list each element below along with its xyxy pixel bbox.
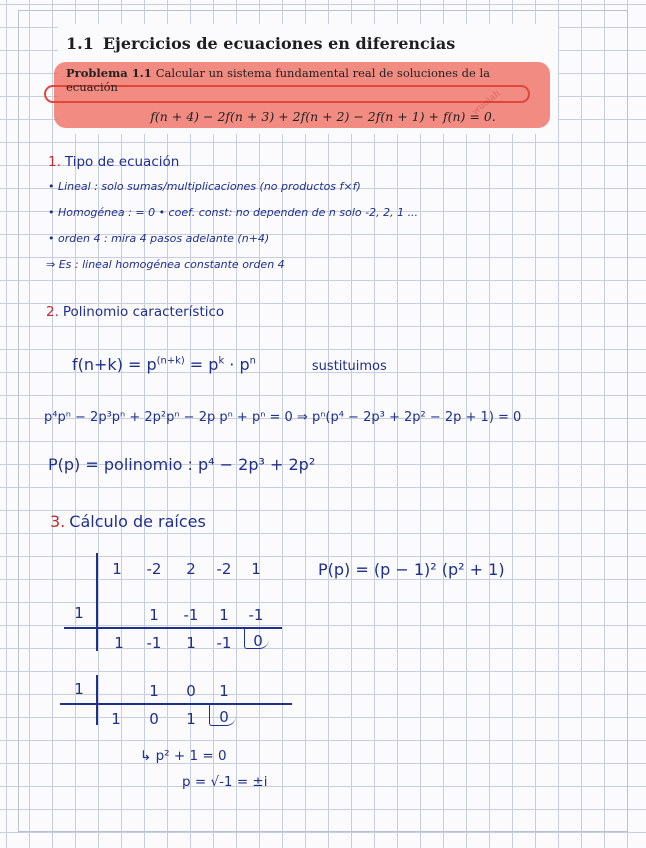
step1-product-3: 1 — [219, 606, 229, 624]
coef-1: 1 — [112, 560, 122, 578]
ruffini-vline-1 — [96, 553, 98, 651]
section-title — [66, 34, 455, 53]
expansion-line: p⁴pⁿ − 2p³pⁿ + 2p²pⁿ − 2p pⁿ + pⁿ = 0 ⇒ pⁿ(p⁴ − 2p³ + 2p² − 2p + 1) = 0 — [44, 410, 522, 425]
substitution-word: sustituimos — [311, 359, 387, 374]
section-title-text: Ejercicios de ecuaciones en diferencias — [102, 34, 456, 53]
ruffini-vline-2 — [96, 675, 98, 725]
tipo-line-orden: • orden 4 : mira 4 pasos adelante (n+4) — [48, 232, 270, 245]
step1-root: 1 — [74, 604, 84, 622]
step2-root: 1 — [74, 680, 84, 698]
step2-product-1: 1 — [149, 682, 159, 700]
section-number: 1.1 — [66, 34, 94, 53]
step2-result-1: 1 — [111, 710, 121, 728]
heading-tipo-text: Tipo de ecuación — [64, 154, 180, 170]
coef-3: 2 — [186, 560, 196, 578]
tipo-line-lineal: • Lineal : solo sumas/multiplicaciones (no productos f×f) — [48, 180, 361, 193]
step1-product-4: -1 — [248, 606, 264, 624]
substitution-line — [72, 355, 387, 374]
ruffini-hline-2 — [60, 703, 292, 705]
heading-tipo-number: 1. — [48, 154, 61, 170]
coef-5: 1 — [251, 560, 261, 578]
coef-4: -2 — [216, 560, 232, 578]
step2-product-2: 0 — [186, 682, 196, 700]
step2-remainder: 0 — [219, 708, 229, 726]
step1-remainder-mark — [244, 627, 269, 649]
heading-tipo — [48, 154, 179, 170]
watermark: wuolah — [470, 88, 503, 118]
step1-product-1: 1 — [149, 606, 159, 624]
step1-result-1: 1 — [114, 634, 124, 652]
problem-text: Calcular un sistema fundamental real de soluciones de la ecuación — [66, 66, 491, 94]
step1-product-2: -1 — [183, 606, 199, 624]
problem-label: Problema 1.1 — [66, 66, 152, 80]
heading-raices-text: Cálculo de raíces — [69, 512, 206, 531]
step1-result-3: 1 — [186, 634, 196, 652]
heading-raices-number: 3. — [50, 512, 66, 531]
substitution-exp1: (n+k) — [156, 355, 185, 367]
quadratic-equation: ↳ p² + 1 = 0 — [140, 748, 227, 764]
factored-polynomial: P(p) = (p − 1)² (p² + 1) — [318, 560, 505, 579]
heading-polinomio — [46, 304, 224, 320]
polinomio-result: P(p) = polinomio : p⁴ − 2p³ + 2p² — [48, 455, 316, 474]
difference-equation: f(n + 4) − 2f(n + 3) + 2f(n + 2) − 2f(n + 1) + f(n) = 0. — [150, 109, 496, 124]
substitution-lhs: f(n+k) = p — [72, 355, 157, 374]
problem-statement — [66, 66, 511, 94]
step2-result-2: 0 — [149, 710, 159, 728]
heading-raices — [50, 512, 206, 531]
substitution-rhs: · p — [224, 355, 250, 374]
tipo-conclusion: ⇒ Es : lineal homogénea constante orden 4 — [46, 258, 285, 271]
step2-remainder-mark — [209, 703, 236, 726]
heading-polinomio-number: 2. — [46, 304, 59, 320]
tipo-line-homogenea: • Homogénea : = 0 • coef. const: no dependen de n solo -2, 2, 1 ... — [48, 206, 419, 219]
substitution-mid: = p — [184, 355, 219, 374]
step2-result-3: 1 — [186, 710, 196, 728]
substitution-exp2: k — [218, 355, 225, 367]
step1-result-4: -1 — [216, 634, 232, 652]
step1-remainder: 0 — [253, 632, 263, 650]
step1-result-2: -1 — [146, 634, 162, 652]
step2-product-3: 1 — [219, 682, 229, 700]
quadratic-solution: p = √-1 = ±i — [182, 774, 268, 790]
substitution-exp3: n — [249, 355, 256, 367]
coef-2: -2 — [146, 560, 162, 578]
heading-polinomio-text: Polinomio característico — [62, 304, 225, 320]
